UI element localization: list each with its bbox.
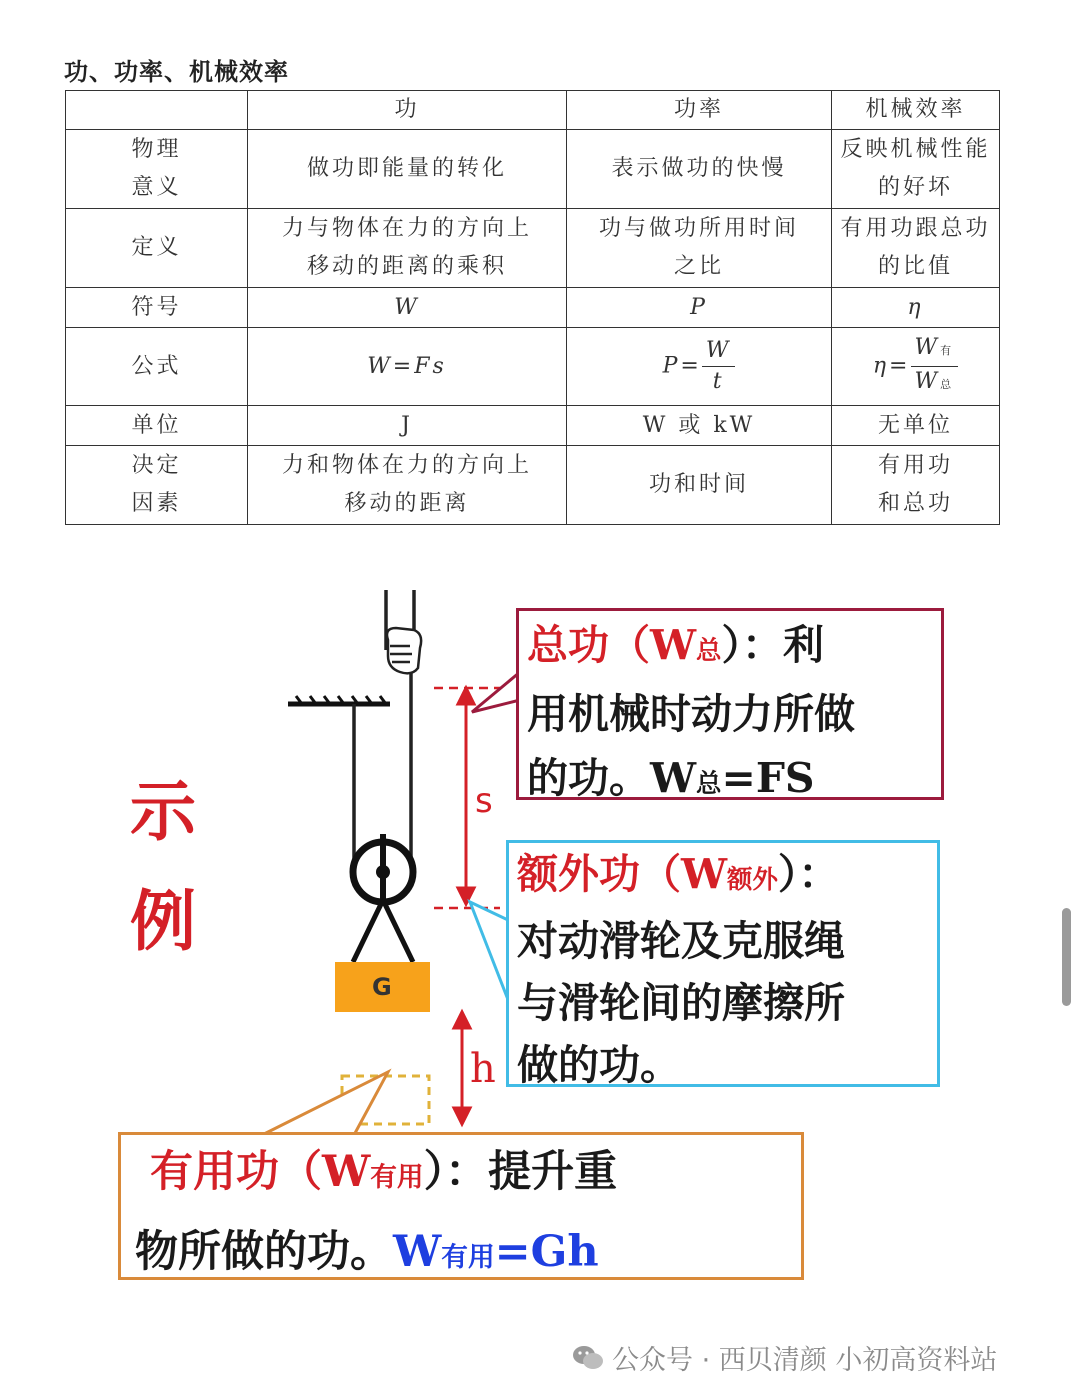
distance-s-label: s — [475, 781, 493, 821]
row-label-definition: 定义 — [66, 209, 248, 288]
cell-eff-definition: 有用功跟总功 的比值 — [832, 209, 1000, 288]
row-label-formula: 公式 — [66, 328, 248, 406]
height-h-label: h — [470, 1046, 496, 1092]
eff-fraction-numerator: W有 — [911, 333, 959, 367]
cell-power-unit: W 或 kW — [567, 406, 832, 446]
total-work-title-line: 总功（W总）：利 — [527, 621, 824, 669]
useful-work-callout — [118, 1132, 804, 1280]
page-title: 功、功率、机械效率 — [64, 58, 289, 86]
cell-eff-symbol: η — [832, 288, 1000, 328]
useful-work-pointer — [262, 1072, 388, 1135]
row-label-unit: 单位 — [66, 406, 248, 446]
cell-work-formula: W=Fs — [248, 328, 567, 406]
cell-power-symbol: P — [567, 288, 832, 328]
cell-power-meaning: 表示做功的快慢 — [567, 130, 832, 209]
ceiling-support — [288, 696, 390, 704]
cell-eff-unit: 无单位 — [832, 406, 1000, 446]
cell-work-unit: J — [248, 406, 567, 446]
total-work-pointer — [472, 672, 520, 712]
power-fraction-denominator: t — [712, 369, 725, 394]
eff-fraction-denominator: W总 — [914, 369, 955, 394]
header-cell-work: 功 — [248, 91, 567, 130]
hand-icon — [387, 628, 421, 673]
cell-work-symbol: W — [248, 288, 567, 328]
cell-work-definition: 力与物体在力的方向上 移动的距离的乘积 — [248, 209, 567, 288]
header-cell-power: 功率 — [567, 91, 832, 130]
movable-pulley — [353, 834, 413, 962]
example-label-char-1: 示 — [130, 773, 196, 850]
watermark — [572, 1338, 997, 1377]
cell-eff-factors: 有用功 和总功 — [832, 446, 1000, 525]
total-work-line-3: 的功。W总=FS — [527, 754, 815, 802]
cell-work-meaning: 做功即能量的转化 — [248, 130, 567, 209]
row-label-factors: 决定 因素 — [66, 446, 248, 525]
total-work-callout — [516, 608, 944, 800]
weight-block — [335, 962, 430, 1012]
total-work-line-2: 用机械时动力所做 — [527, 690, 855, 738]
cell-eff-meaning: 反映机械性能 的好坏 — [832, 130, 1000, 209]
height-h-arrow — [454, 1012, 470, 1124]
extra-work-title-line: 额外功（W额外）： — [517, 850, 840, 898]
extra-work-callout — [506, 840, 940, 1087]
watermark-text: 公众号 · 西贝清颜 小初高资料站 — [612, 1345, 998, 1376]
cell-work-factors: 力和物体在力的方向上 移动的距离 — [248, 446, 567, 525]
power-fraction-numerator: W — [702, 336, 736, 367]
scrollbar[interactable] — [1062, 908, 1071, 1006]
header-cell-efficiency: 机械效率 — [832, 91, 1000, 130]
weight-label: G — [372, 973, 392, 1001]
useful-work-line-2: 物所做的功。W有用=Gh — [135, 1227, 599, 1277]
cell-power-definition: 功与做功所用时间 之比 — [567, 209, 832, 288]
extra-work-line-4: 做的功。 — [517, 1041, 681, 1089]
useful-work-title-line: 有用功（W有用）：提升重 — [149, 1147, 618, 1197]
wechat-icon — [572, 1344, 604, 1372]
distance-s-arrow — [458, 688, 474, 904]
row-label-symbol: 符号 — [66, 288, 248, 328]
extra-work-line-2: 对动滑轮及克服绳 — [517, 917, 845, 965]
power-formula-left: P= — [662, 353, 702, 379]
row-label-meaning: 物理 意义 — [66, 130, 248, 209]
example-label-char-2: 例 — [130, 883, 196, 960]
eff-formula-left: η= — [872, 353, 911, 379]
extra-work-line-3: 与滑轮间的摩擦所 — [517, 979, 845, 1027]
cell-power-factors: 功和时间 — [567, 446, 832, 525]
